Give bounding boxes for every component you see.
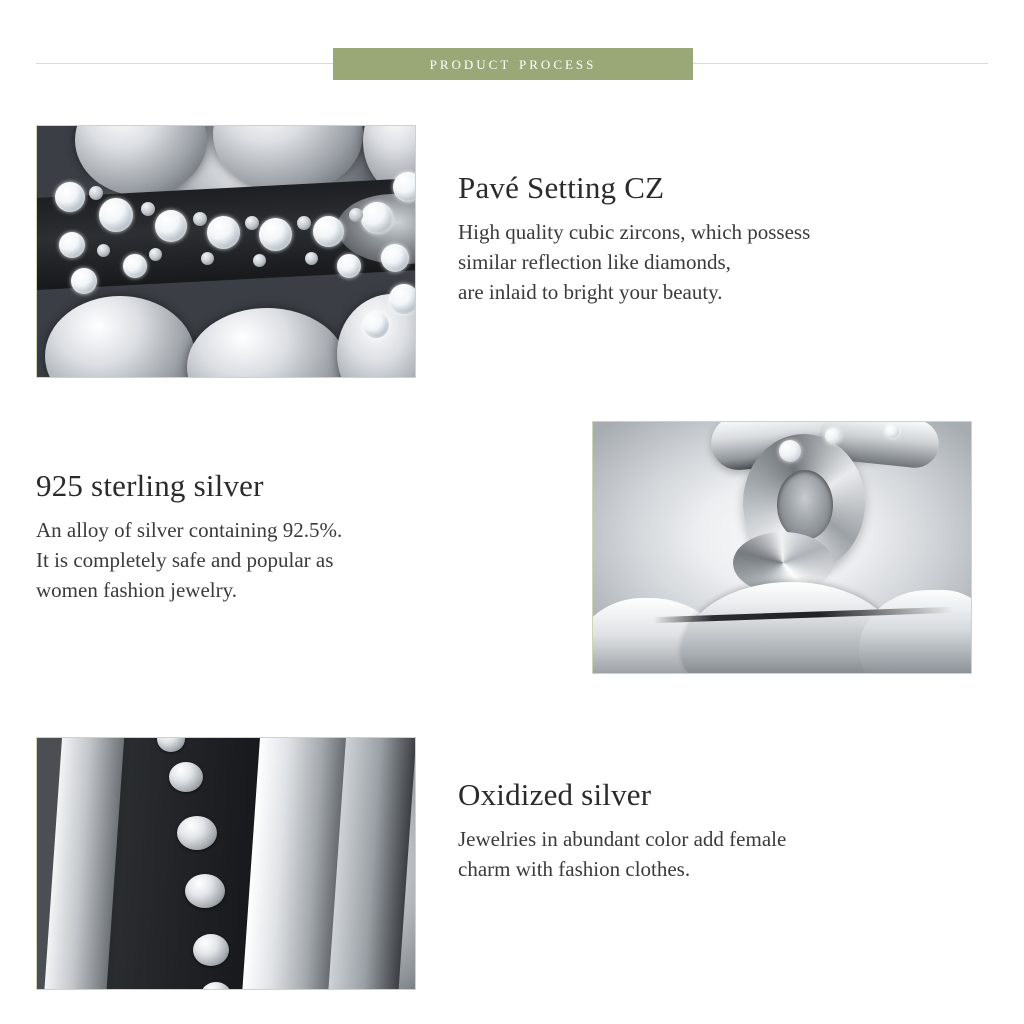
cz-stone: [885, 424, 899, 438]
oxidized-bead: [177, 816, 217, 850]
page-header: [0, 48, 1024, 80]
section-oxidized-silver-text: [458, 777, 988, 885]
body-line: similar reflection like diamonds,: [458, 249, 731, 274]
section-heading-sterling: 925 sterling silver: [36, 468, 264, 503]
section-pave-setting-cz-text: [458, 170, 998, 307]
cz-stone: [207, 216, 240, 249]
clasp-ring-hole: [777, 470, 833, 540]
image-clasp-content: [593, 422, 971, 673]
oxidized-bead: [193, 934, 229, 966]
cz-stone: [825, 428, 841, 444]
prong: [297, 216, 311, 230]
section-body-pave: [458, 218, 998, 307]
cz-stone: [361, 202, 393, 234]
body-line: Jewelries in abundant color add female: [458, 827, 787, 851]
cz-stone: [389, 284, 416, 314]
cz-stone: [71, 268, 97, 294]
cz-stone: [313, 216, 344, 247]
cz-stone: [155, 210, 187, 242]
section-heading-pave: Pavé Setting CZ: [458, 170, 665, 205]
prong: [89, 186, 103, 200]
cz-stone: [55, 182, 85, 212]
prong: [193, 212, 207, 226]
image-pave-setting-cz: [36, 125, 416, 378]
body-line: An alloy of silver containing 92.5%.: [36, 518, 343, 542]
oxidized-bead: [185, 874, 225, 908]
body-line: women fashion jewelry.: [36, 577, 237, 602]
cz-stone: [59, 232, 85, 258]
cz-stone: [381, 244, 409, 272]
cz-stone: [393, 172, 416, 202]
image-oxidized-content: [37, 738, 415, 989]
section-sterling-silver-text: [36, 468, 536, 605]
body-line: charm with fashion clothes.: [458, 856, 691, 881]
cz-stone: [259, 218, 292, 251]
image-sterling-silver-clasp: [592, 421, 972, 674]
cz-stone: [363, 312, 389, 338]
prong: [253, 254, 266, 267]
prong: [149, 248, 162, 261]
body-line: are inlaid to bright your beauty.: [458, 279, 723, 304]
page-title: product process: [429, 53, 597, 74]
prong: [349, 208, 363, 222]
section-body-sterling: [36, 516, 536, 605]
cz-stone: [99, 198, 133, 232]
section-body-oxidized: [458, 825, 988, 885]
body-line: High quality cubic zircons, which possess: [458, 220, 811, 244]
cz-stone: [779, 440, 801, 462]
prong: [201, 252, 214, 265]
oxidized-bead: [169, 762, 203, 792]
cz-stone: [123, 254, 147, 278]
prong: [305, 252, 318, 265]
image-pave-content: [37, 126, 415, 377]
header-title-band: [333, 48, 693, 80]
cz-stone: [337, 254, 361, 278]
prong: [97, 244, 110, 257]
prong: [245, 216, 259, 230]
image-oxidized-silver: [36, 737, 416, 990]
section-heading-oxidized: Oxidized silver: [458, 777, 652, 812]
prong: [141, 202, 155, 216]
body-line: It is completely safe and popular as: [36, 547, 334, 572]
